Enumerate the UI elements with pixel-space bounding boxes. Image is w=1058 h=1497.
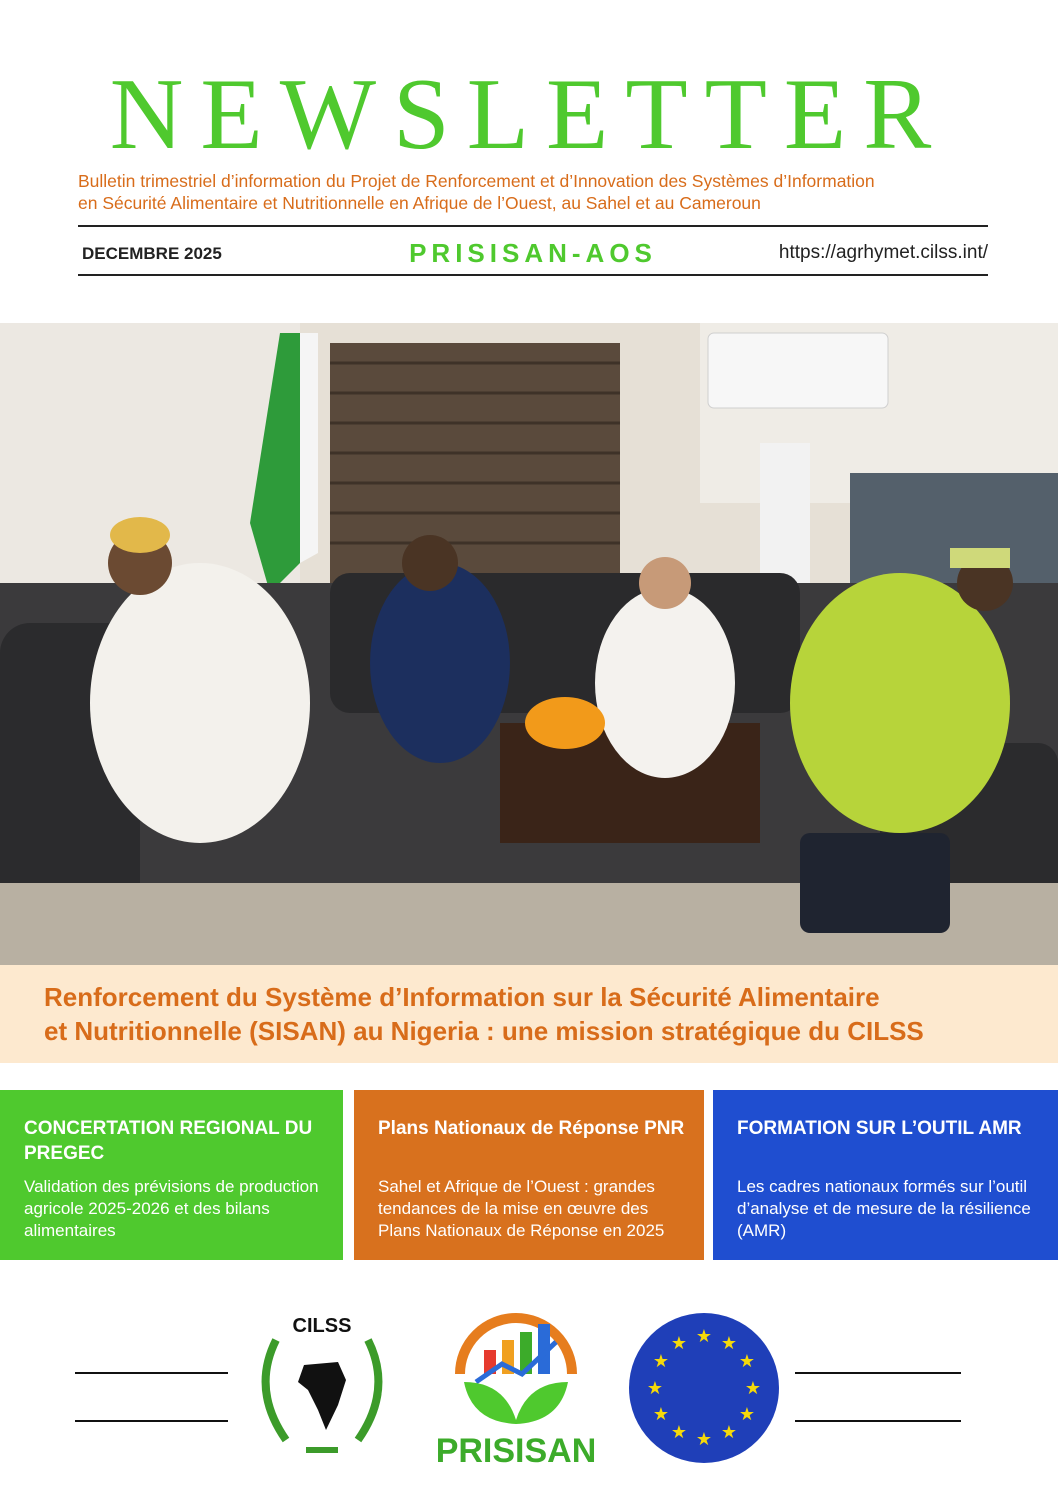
feature-title: Plans Nationaux de Réponse PNR xyxy=(378,1118,685,1139)
footer-line-right-2 xyxy=(795,1420,961,1422)
lead-headline-line-1: Renforcement du Système d’Information sur la Sécurité Alimentaire xyxy=(44,982,880,1012)
feature-description: Sahel et Afrique de l’Ouest : grandes tendances de la mise en œuvre des Plans Nationaux de Réponse en 2025 xyxy=(378,1177,665,1240)
svg-text:★: ★ xyxy=(670,1422,688,1443)
lead-headline-band xyxy=(0,965,1058,1063)
lead-headline[interactable] xyxy=(44,980,1044,1048)
svg-text:★: ★ xyxy=(720,1422,738,1443)
svg-text:★: ★ xyxy=(744,1378,762,1399)
svg-text:★: ★ xyxy=(720,1333,738,1354)
feature-box-amr[interactable] xyxy=(713,1090,1058,1260)
footer-line-left-1 xyxy=(75,1372,228,1374)
svg-text:★: ★ xyxy=(652,1351,670,1372)
prisisan-logo xyxy=(452,1312,580,1430)
project-name: PRISISAN-AOS xyxy=(409,238,657,268)
feature-description: Les cadres nationaux formés sur l’outil d’analyse et de mesure de la résilience (AMR) xyxy=(737,1177,1031,1240)
prisisan-logo-text: PRISISAN xyxy=(435,1432,597,1470)
subtitle-line-2: en Sécurité Alimentaire et Nutritionnelle en Afrique de l’Ouest, au Sahel et au Cameroun xyxy=(78,193,761,213)
svg-text:★: ★ xyxy=(695,1429,713,1450)
cilss-logo xyxy=(246,1310,398,1460)
svg-text:★: ★ xyxy=(652,1404,670,1425)
lead-headline-line-2: et Nutritionnelle (SISAN) au Nigeria : une mission stratégique du CILSS xyxy=(44,1016,924,1046)
svg-text:★: ★ xyxy=(738,1404,756,1425)
cover-photo xyxy=(0,323,1058,965)
subtitle-line-1: Bulletin trimestriel d’information du Projet de Renforcement et d’Innovation des Systèmes d’Information xyxy=(78,171,875,191)
eu-flag-icon xyxy=(628,1312,780,1464)
feature-box-pnr[interactable] xyxy=(354,1090,704,1260)
footer-line-left-2 xyxy=(75,1420,228,1422)
meeting-photo-illustration xyxy=(0,323,1058,965)
bottom-rule xyxy=(78,274,988,276)
feature-title: FORMATION SUR L’OUTIL AMR xyxy=(737,1118,1022,1139)
newsletter-masthead: NEWSLETTER xyxy=(109,58,949,171)
top-rule xyxy=(78,225,988,227)
issue-info-bar xyxy=(78,236,988,270)
svg-text:★: ★ xyxy=(738,1351,756,1372)
newsletter-subtitle xyxy=(78,170,998,214)
cilss-logo-text: CILSS xyxy=(292,1315,352,1337)
svg-text:★: ★ xyxy=(670,1333,688,1354)
website-link[interactable]: https://agrhymet.cilss.int/ xyxy=(778,242,988,263)
footer-line-right-1 xyxy=(795,1372,961,1374)
svg-text:★: ★ xyxy=(646,1378,664,1399)
feature-box-pregec[interactable] xyxy=(0,1090,343,1260)
svg-text:★: ★ xyxy=(695,1326,713,1347)
issue-date: DECEMBRE 2025 xyxy=(82,244,222,263)
feature-description: Validation des prévisions de production agricole 2025-2026 et des bilans alimentaires xyxy=(24,1177,319,1240)
feature-title: CONCERTATION REGIONAL DU PREGEC xyxy=(24,1118,313,1164)
